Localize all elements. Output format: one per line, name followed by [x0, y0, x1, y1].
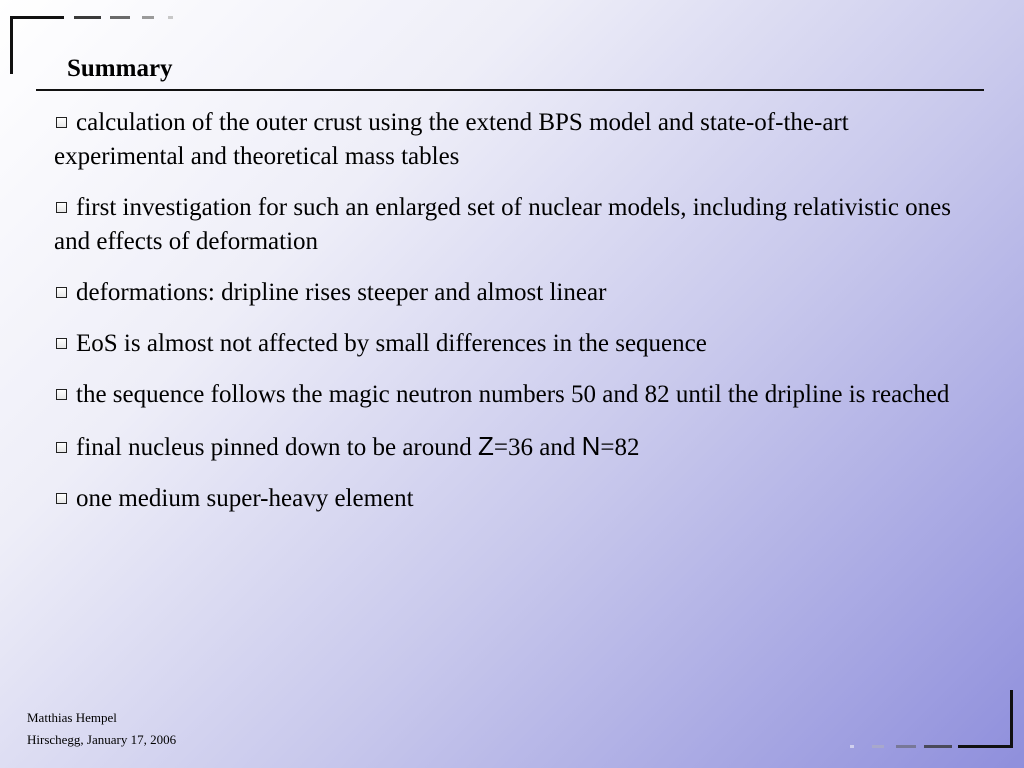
bullet-text-suffix: =82 — [600, 434, 640, 461]
square-bullet-icon — [56, 493, 67, 504]
bullet-text: deformations: dripline rises steeper and almost linear — [76, 279, 607, 306]
footer-author: Matthias Hempel — [27, 710, 117, 725]
frame-dash — [850, 745, 854, 748]
list-item — [54, 482, 964, 516]
list-item — [54, 429, 964, 465]
frame-dash — [896, 745, 916, 748]
footer-event: Hirschegg, January 17, 2006 — [27, 732, 177, 747]
list-item — [54, 191, 964, 259]
slide-title: Summary — [67, 55, 173, 82]
frame-corner-bottom-right-vertical — [1010, 690, 1013, 748]
square-bullet-icon — [56, 202, 67, 213]
frame-dash — [74, 16, 101, 19]
list-item — [54, 106, 964, 174]
bullet-text: EoS is almost not affected by small differences in the sequence — [76, 330, 707, 357]
square-bullet-icon — [56, 117, 67, 128]
frame-corner-top-left-vertical — [10, 16, 13, 74]
square-bullet-icon — [56, 287, 67, 298]
list-item — [54, 276, 964, 310]
square-bullet-icon — [56, 389, 67, 400]
square-bullet-icon — [56, 338, 67, 349]
bullet-text: first investigation for such an enlarged set of nuclear models, including relativistic ones and effects of deformation — [54, 194, 951, 255]
frame-corner-bottom-right-horizontal — [958, 745, 1013, 748]
frame-dash — [110, 16, 130, 19]
proton-number-symbol: Z — [478, 431, 494, 461]
bullet-text-prefix: final nucleus pinned down to be around — [76, 434, 478, 461]
bullet-list — [54, 106, 964, 533]
bullet-text: the sequence follows the magic neutron numbers 50 and 82 until the dripline is reached — [76, 381, 950, 408]
frame-corner-top-left-horizontal — [10, 16, 64, 19]
frame-dash — [924, 745, 952, 748]
neutron-number-symbol: N — [581, 431, 601, 461]
square-bullet-icon — [56, 442, 67, 453]
frame-dash — [168, 16, 173, 19]
bullet-text: calculation of the outer crust using the extend BPS model and state-of-the-art experimental and theoretical mass tables — [54, 109, 849, 170]
title-rule — [36, 89, 984, 91]
slide-footer — [27, 707, 176, 751]
list-item — [54, 327, 964, 361]
bullet-text-middle: =36 and — [493, 434, 582, 461]
list-item — [54, 378, 964, 412]
frame-dash — [142, 16, 154, 19]
bullet-text: one medium super-heavy element — [76, 485, 414, 512]
frame-dash — [872, 745, 884, 748]
